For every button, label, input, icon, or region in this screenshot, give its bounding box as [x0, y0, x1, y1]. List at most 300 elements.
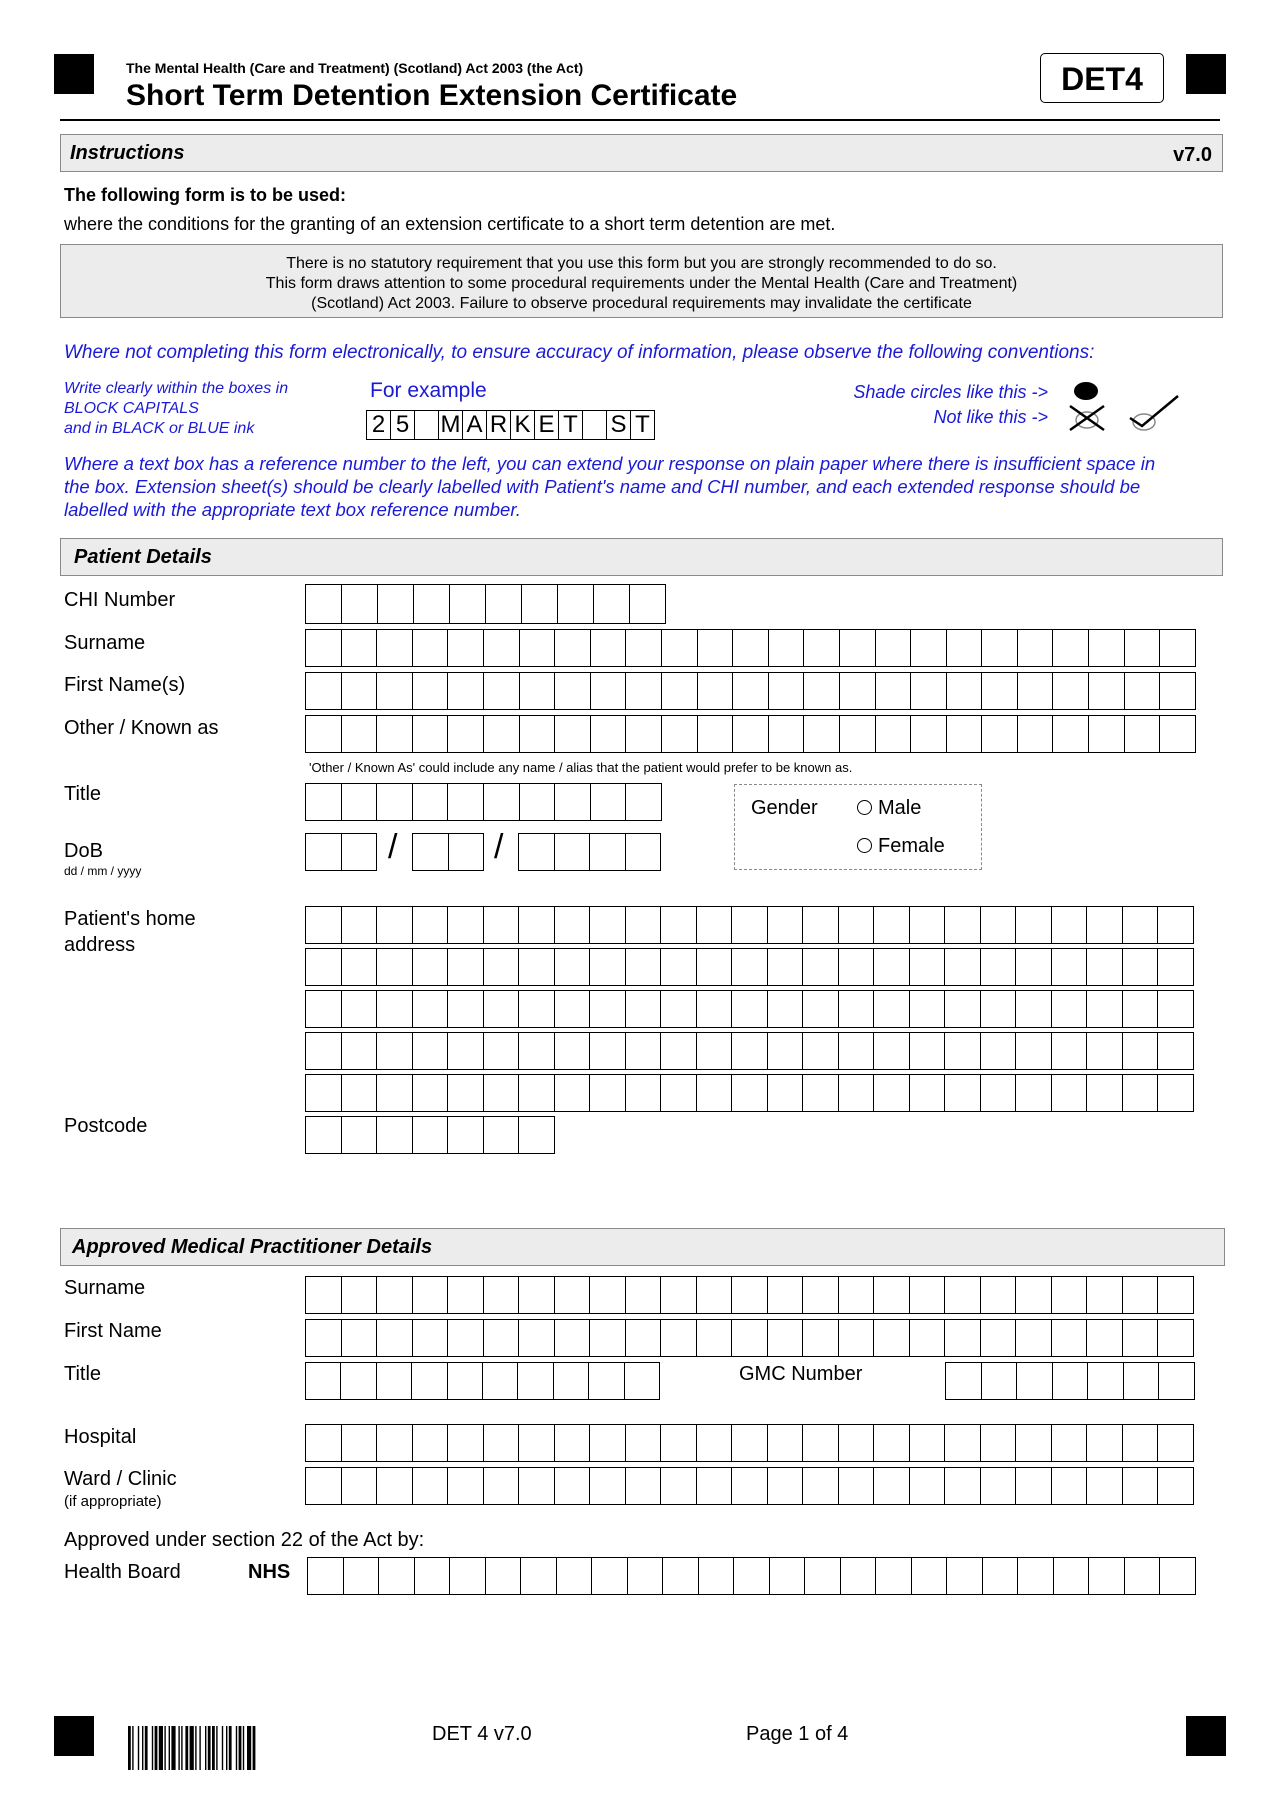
- char-box[interactable]: [590, 1032, 626, 1070]
- char-box[interactable]: [306, 1424, 342, 1462]
- char-box[interactable]: [626, 783, 662, 821]
- char-box[interactable]: [626, 629, 662, 667]
- char-box[interactable]: [519, 1116, 555, 1154]
- patient-title-input[interactable]: [305, 783, 662, 821]
- char-box[interactable]: [804, 629, 840, 667]
- char-box[interactable]: [876, 672, 912, 710]
- char-box[interactable]: [804, 715, 840, 753]
- char-box[interactable]: [519, 1424, 555, 1462]
- char-box[interactable]: [768, 990, 804, 1028]
- patient-other-name-input[interactable]: [305, 715, 1196, 753]
- char-box[interactable]: [768, 906, 804, 944]
- char-box[interactable]: [661, 906, 697, 944]
- char-box[interactable]: [413, 715, 449, 753]
- char-box[interactable]: [1052, 1074, 1088, 1112]
- chi-number-input[interactable]: [305, 584, 666, 624]
- char-box[interactable]: [911, 672, 947, 710]
- dob-day-input[interactable]: [305, 833, 377, 871]
- char-box[interactable]: [590, 1276, 626, 1314]
- char-box[interactable]: [697, 948, 733, 986]
- char-box[interactable]: [377, 672, 413, 710]
- char-box[interactable]: [981, 1276, 1017, 1314]
- char-box[interactable]: [1087, 990, 1123, 1028]
- char-box[interactable]: [1125, 715, 1161, 753]
- char-box[interactable]: [1123, 990, 1159, 1028]
- char-box[interactable]: [306, 1074, 342, 1112]
- home-address-line-1-input[interactable]: [305, 906, 1194, 944]
- char-box[interactable]: [1159, 1362, 1195, 1400]
- char-box[interactable]: [377, 1319, 413, 1357]
- char-box[interactable]: [308, 1557, 344, 1595]
- char-box[interactable]: [874, 1032, 910, 1070]
- char-box[interactable]: [306, 1319, 342, 1357]
- char-box[interactable]: [697, 1032, 733, 1070]
- char-box[interactable]: [697, 1276, 733, 1314]
- char-box[interactable]: [1158, 1467, 1194, 1505]
- char-box[interactable]: [412, 1362, 447, 1400]
- char-box[interactable]: [945, 1032, 981, 1070]
- char-box[interactable]: [555, 1032, 591, 1070]
- char-box[interactable]: [945, 1074, 981, 1112]
- char-box[interactable]: [342, 906, 378, 944]
- char-box[interactable]: [342, 1424, 378, 1462]
- char-box[interactable]: [555, 1074, 591, 1112]
- char-box[interactable]: [910, 1467, 946, 1505]
- char-box[interactable]: [590, 1424, 626, 1462]
- char-box[interactable]: [803, 906, 839, 944]
- char-box[interactable]: [450, 1557, 486, 1595]
- char-box[interactable]: [484, 990, 520, 1028]
- char-box[interactable]: [519, 1467, 555, 1505]
- char-box[interactable]: [1158, 1032, 1194, 1070]
- char-box[interactable]: [448, 1116, 484, 1154]
- char-box[interactable]: [594, 584, 630, 624]
- char-box[interactable]: [697, 1074, 733, 1112]
- gmc-number-input[interactable]: [945, 1362, 1195, 1400]
- hospital-input[interactable]: [305, 1424, 1194, 1462]
- char-box[interactable]: [626, 1074, 662, 1112]
- char-box[interactable]: [377, 990, 413, 1028]
- char-box[interactable]: [1123, 1276, 1159, 1314]
- char-box[interactable]: [448, 1424, 484, 1462]
- char-box[interactable]: [519, 1032, 555, 1070]
- char-box[interactable]: [377, 1116, 413, 1154]
- gender-male-option[interactable]: [857, 797, 921, 820]
- char-box[interactable]: [626, 672, 662, 710]
- char-box[interactable]: [555, 715, 591, 753]
- char-box[interactable]: [1123, 1467, 1159, 1505]
- char-box[interactable]: [342, 1467, 378, 1505]
- char-box[interactable]: [698, 715, 734, 753]
- char-box[interactable]: [626, 1276, 662, 1314]
- char-box[interactable]: [591, 672, 627, 710]
- char-box[interactable]: [1016, 1032, 1052, 1070]
- char-box[interactable]: [803, 990, 839, 1028]
- char-box[interactable]: [910, 1074, 946, 1112]
- char-box[interactable]: [554, 1362, 589, 1400]
- char-box[interactable]: [698, 672, 734, 710]
- char-box[interactable]: [1016, 1319, 1052, 1357]
- char-box[interactable]: [378, 584, 414, 624]
- char-box[interactable]: [732, 990, 768, 1028]
- char-box[interactable]: [377, 1424, 413, 1462]
- char-box[interactable]: [732, 906, 768, 944]
- char-box[interactable]: [839, 1074, 875, 1112]
- char-box[interactable]: [1124, 1362, 1160, 1400]
- char-box[interactable]: [769, 715, 805, 753]
- char-box[interactable]: [1016, 948, 1052, 986]
- char-box[interactable]: [520, 715, 556, 753]
- char-box[interactable]: [981, 1424, 1017, 1462]
- dob-year-input[interactable]: [518, 833, 661, 871]
- char-box[interactable]: [947, 715, 983, 753]
- char-box[interactable]: [1018, 629, 1054, 667]
- char-box[interactable]: [734, 1557, 770, 1595]
- char-box[interactable]: [626, 1319, 662, 1357]
- char-box[interactable]: [555, 629, 591, 667]
- char-box[interactable]: [982, 715, 1018, 753]
- char-box[interactable]: [697, 990, 733, 1028]
- char-box[interactable]: [840, 672, 876, 710]
- char-box[interactable]: [662, 672, 698, 710]
- char-box[interactable]: [981, 1074, 1017, 1112]
- char-box[interactable]: [945, 1424, 981, 1462]
- char-box[interactable]: [1016, 1467, 1052, 1505]
- char-box[interactable]: [732, 1424, 768, 1462]
- char-box[interactable]: [982, 629, 1018, 667]
- char-box[interactable]: [840, 715, 876, 753]
- char-box[interactable]: [342, 1116, 378, 1154]
- char-box[interactable]: [911, 715, 947, 753]
- char-box[interactable]: [839, 906, 875, 944]
- radio-female[interactable]: [857, 838, 872, 853]
- char-box[interactable]: [947, 1557, 983, 1595]
- char-box[interactable]: [415, 1557, 451, 1595]
- char-box[interactable]: [945, 1467, 981, 1505]
- char-box[interactable]: [1158, 1276, 1194, 1314]
- char-box[interactable]: [448, 1074, 484, 1112]
- char-box[interactable]: [448, 906, 484, 944]
- char-box[interactable]: [377, 1467, 413, 1505]
- char-box[interactable]: [520, 783, 556, 821]
- char-box[interactable]: [803, 1276, 839, 1314]
- gender-female-option[interactable]: [857, 835, 945, 858]
- char-box[interactable]: [874, 1276, 910, 1314]
- char-box[interactable]: [981, 948, 1017, 986]
- char-box[interactable]: [555, 990, 591, 1028]
- char-box[interactable]: [1053, 715, 1089, 753]
- char-box[interactable]: [1158, 948, 1194, 986]
- char-box[interactable]: [306, 1362, 341, 1400]
- char-box[interactable]: [413, 833, 449, 871]
- char-box[interactable]: [839, 1032, 875, 1070]
- char-box[interactable]: [874, 1424, 910, 1462]
- char-box[interactable]: [377, 1074, 413, 1112]
- char-box[interactable]: [1016, 1276, 1052, 1314]
- char-box[interactable]: [1160, 672, 1196, 710]
- home-address-line-5-input[interactable]: [305, 1074, 1194, 1112]
- char-box[interactable]: [342, 990, 378, 1028]
- char-box[interactable]: [590, 990, 626, 1028]
- char-box[interactable]: [698, 629, 734, 667]
- char-box[interactable]: [342, 1319, 378, 1357]
- char-box[interactable]: [945, 948, 981, 986]
- char-box[interactable]: [413, 1276, 449, 1314]
- char-box[interactable]: [839, 990, 875, 1028]
- char-box[interactable]: [590, 833, 626, 871]
- char-box[interactable]: [1158, 1074, 1194, 1112]
- char-box[interactable]: [449, 833, 485, 871]
- char-box[interactable]: [663, 1557, 699, 1595]
- char-box[interactable]: [874, 1319, 910, 1357]
- char-box[interactable]: [555, 672, 591, 710]
- char-box[interactable]: [413, 1424, 449, 1462]
- char-box[interactable]: [874, 1074, 910, 1112]
- char-box[interactable]: [1053, 629, 1089, 667]
- char-box[interactable]: [448, 1276, 484, 1314]
- char-box[interactable]: [414, 584, 450, 624]
- char-box[interactable]: [803, 948, 839, 986]
- char-box[interactable]: [413, 990, 449, 1028]
- char-box[interactable]: [377, 948, 413, 986]
- char-box[interactable]: [876, 715, 912, 753]
- char-box[interactable]: [1160, 715, 1196, 753]
- char-box[interactable]: [733, 715, 769, 753]
- char-box[interactable]: [839, 1467, 875, 1505]
- char-box[interactable]: [1088, 1362, 1124, 1400]
- char-box[interactable]: [910, 990, 946, 1028]
- char-box[interactable]: [1016, 990, 1052, 1028]
- char-box[interactable]: [768, 1074, 804, 1112]
- char-box[interactable]: [945, 1276, 981, 1314]
- char-box[interactable]: [1087, 1276, 1123, 1314]
- health-board-input[interactable]: [307, 1557, 1196, 1595]
- char-box[interactable]: [1016, 1074, 1052, 1112]
- char-box[interactable]: [484, 672, 520, 710]
- char-box[interactable]: [768, 1424, 804, 1462]
- char-box[interactable]: [342, 672, 378, 710]
- char-box[interactable]: [377, 783, 413, 821]
- char-box[interactable]: [1089, 629, 1125, 667]
- char-box[interactable]: [626, 833, 662, 871]
- char-box[interactable]: [1053, 672, 1089, 710]
- char-box[interactable]: [1123, 1424, 1159, 1462]
- patient-first-names-input[interactable]: [305, 672, 1196, 710]
- char-box[interactable]: [555, 783, 591, 821]
- char-box[interactable]: [804, 672, 840, 710]
- char-box[interactable]: [626, 990, 662, 1028]
- char-box[interactable]: [1087, 1319, 1123, 1357]
- char-box[interactable]: [1089, 1557, 1125, 1595]
- char-box[interactable]: [1018, 672, 1054, 710]
- char-box[interactable]: [981, 1467, 1017, 1505]
- char-box[interactable]: [1123, 1074, 1159, 1112]
- char-box[interactable]: [1016, 1424, 1052, 1462]
- char-box[interactable]: [342, 629, 378, 667]
- char-box[interactable]: [1052, 1276, 1088, 1314]
- char-box[interactable]: [768, 1276, 804, 1314]
- char-box[interactable]: [626, 948, 662, 986]
- char-box[interactable]: [484, 629, 520, 667]
- char-box[interactable]: [413, 783, 449, 821]
- char-box[interactable]: [555, 1319, 591, 1357]
- home-address-line-2-input[interactable]: [305, 948, 1194, 986]
- char-box[interactable]: [306, 990, 342, 1028]
- char-box[interactable]: [697, 1424, 733, 1462]
- char-box[interactable]: [306, 783, 342, 821]
- char-box[interactable]: [661, 990, 697, 1028]
- char-box[interactable]: [450, 584, 486, 624]
- char-box[interactable]: [626, 1032, 662, 1070]
- ward-clinic-input[interactable]: [305, 1467, 1194, 1505]
- char-box[interactable]: [413, 1074, 449, 1112]
- char-box[interactable]: [803, 1467, 839, 1505]
- char-box[interactable]: [342, 948, 378, 986]
- char-box[interactable]: [342, 1074, 378, 1112]
- char-box[interactable]: [982, 672, 1018, 710]
- char-box[interactable]: [910, 906, 946, 944]
- char-box[interactable]: [839, 1276, 875, 1314]
- char-box[interactable]: [306, 1276, 342, 1314]
- char-box[interactable]: [555, 1276, 591, 1314]
- home-address-line-3-input[interactable]: [305, 990, 1194, 1028]
- char-box[interactable]: [341, 1362, 376, 1400]
- char-box[interactable]: [732, 948, 768, 986]
- char-box[interactable]: [520, 629, 556, 667]
- char-box[interactable]: [803, 1074, 839, 1112]
- char-box[interactable]: [342, 1032, 378, 1070]
- char-box[interactable]: [1017, 1362, 1053, 1400]
- char-box[interactable]: [306, 833, 342, 871]
- patient-surname-input[interactable]: [305, 629, 1196, 667]
- char-box[interactable]: [306, 715, 342, 753]
- char-box[interactable]: [1160, 1557, 1196, 1595]
- char-box[interactable]: [770, 1557, 806, 1595]
- char-box[interactable]: [1018, 715, 1054, 753]
- char-box[interactable]: [1054, 1557, 1090, 1595]
- char-box[interactable]: [555, 833, 591, 871]
- char-box[interactable]: [1052, 906, 1088, 944]
- char-box[interactable]: [981, 906, 1017, 944]
- char-box[interactable]: [1087, 1074, 1123, 1112]
- char-box[interactable]: [342, 584, 378, 624]
- char-box[interactable]: [769, 629, 805, 667]
- char-box[interactable]: [484, 1116, 520, 1154]
- char-box[interactable]: [519, 990, 555, 1028]
- char-box[interactable]: [983, 1557, 1019, 1595]
- char-box[interactable]: [484, 1074, 520, 1112]
- char-box[interactable]: [1158, 1424, 1194, 1462]
- char-box[interactable]: [768, 1319, 804, 1357]
- char-box[interactable]: [733, 629, 769, 667]
- char-box[interactable]: [377, 906, 413, 944]
- char-box[interactable]: [413, 672, 449, 710]
- char-box[interactable]: [910, 1032, 946, 1070]
- char-box[interactable]: [519, 1276, 555, 1314]
- char-box[interactable]: [661, 1467, 697, 1505]
- char-box[interactable]: [945, 1319, 981, 1357]
- char-box[interactable]: [344, 1557, 380, 1595]
- char-box[interactable]: [1125, 1557, 1161, 1595]
- char-box[interactable]: [519, 1319, 555, 1357]
- char-box[interactable]: [306, 672, 342, 710]
- char-box[interactable]: [413, 906, 449, 944]
- char-box[interactable]: [413, 948, 449, 986]
- char-box[interactable]: [1089, 672, 1125, 710]
- char-box[interactable]: [519, 1074, 555, 1112]
- char-box[interactable]: [626, 1424, 662, 1462]
- char-box[interactable]: [483, 1362, 518, 1400]
- char-box[interactable]: [945, 990, 981, 1028]
- char-box[interactable]: [377, 1032, 413, 1070]
- char-box[interactable]: [591, 629, 627, 667]
- char-box[interactable]: [805, 1557, 841, 1595]
- char-box[interactable]: [555, 1467, 591, 1505]
- char-box[interactable]: [555, 948, 591, 986]
- char-box[interactable]: [448, 629, 484, 667]
- char-box[interactable]: [519, 906, 555, 944]
- char-box[interactable]: [697, 906, 733, 944]
- char-box[interactable]: [1158, 1319, 1194, 1357]
- char-box[interactable]: [306, 948, 342, 986]
- char-box[interactable]: [1123, 948, 1159, 986]
- char-box[interactable]: [484, 1424, 520, 1462]
- char-box[interactable]: [839, 1424, 875, 1462]
- char-box[interactable]: [840, 629, 876, 667]
- char-box[interactable]: [1052, 948, 1088, 986]
- char-box[interactable]: [732, 1074, 768, 1112]
- char-box[interactable]: [981, 990, 1017, 1028]
- char-box[interactable]: [1052, 1319, 1088, 1357]
- char-box[interactable]: [1053, 1362, 1089, 1400]
- char-box[interactable]: [911, 629, 947, 667]
- char-box[interactable]: [377, 1276, 413, 1314]
- char-box[interactable]: [732, 1467, 768, 1505]
- char-box[interactable]: [306, 906, 342, 944]
- char-box[interactable]: [661, 948, 697, 986]
- postcode-input[interactable]: [305, 1116, 555, 1154]
- char-box[interactable]: [803, 1424, 839, 1462]
- char-box[interactable]: [484, 1467, 520, 1505]
- char-box[interactable]: [732, 1032, 768, 1070]
- char-box[interactable]: [697, 1467, 733, 1505]
- char-box[interactable]: [1158, 906, 1194, 944]
- char-box[interactable]: [1123, 1032, 1159, 1070]
- char-box[interactable]: [1018, 1557, 1054, 1595]
- char-box[interactable]: [661, 1424, 697, 1462]
- char-box[interactable]: [946, 1362, 982, 1400]
- char-box[interactable]: [1158, 990, 1194, 1028]
- char-box[interactable]: [661, 1276, 697, 1314]
- char-box[interactable]: [484, 715, 520, 753]
- amp-title-input[interactable]: [305, 1362, 660, 1400]
- char-box[interactable]: [947, 672, 983, 710]
- char-box[interactable]: [413, 1319, 449, 1357]
- char-box[interactable]: [519, 833, 555, 871]
- char-box[interactable]: [768, 1032, 804, 1070]
- char-box[interactable]: [876, 629, 912, 667]
- char-box[interactable]: [590, 1467, 626, 1505]
- char-box[interactable]: [484, 948, 520, 986]
- char-box[interactable]: [661, 1074, 697, 1112]
- char-box[interactable]: [448, 1032, 484, 1070]
- char-box[interactable]: [342, 1276, 378, 1314]
- char-box[interactable]: [910, 1424, 946, 1462]
- char-box[interactable]: [662, 629, 698, 667]
- radio-male[interactable]: [857, 800, 872, 815]
- char-box[interactable]: [342, 833, 378, 871]
- char-box[interactable]: [484, 1319, 520, 1357]
